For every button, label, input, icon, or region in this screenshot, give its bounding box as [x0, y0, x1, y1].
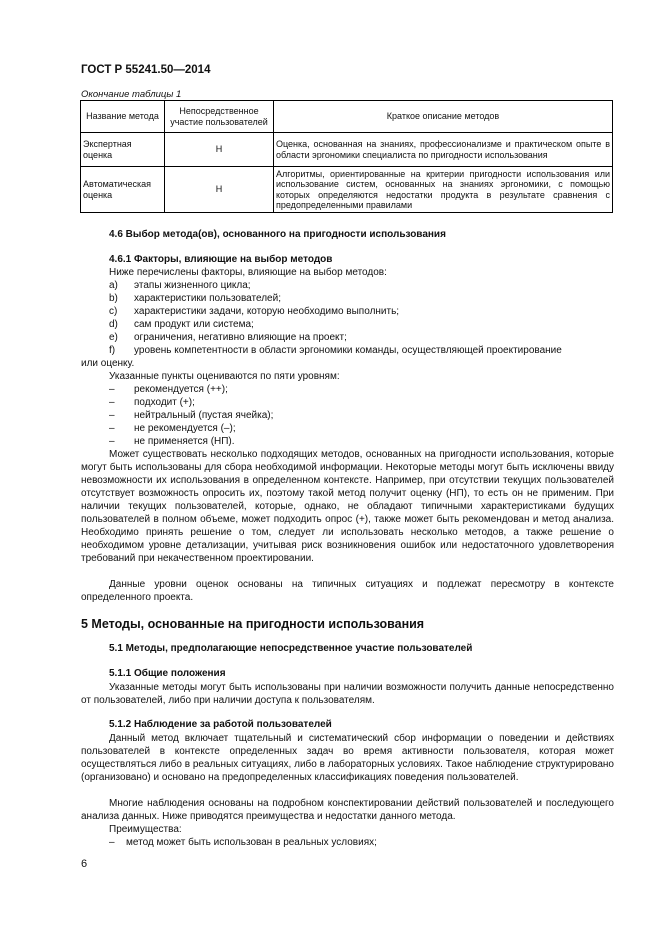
paragraph: Может существовать несколько подходящих методов, основанных на пригодности использования, которые могут быть использованы для сбора необходимой информации. Некоторые методы могут быть исключены ввиду невозможности их использования в определенном контексте. Например, при отсутствии текущих пользователей отсутствует возможность опросить их, поэтому такой метод получит оценку (НП), то есть он не применим. При наличии текущих пользователей, которые, однако, не обладают типичными характеристиками будущих пользователей в полном объеме, может подходить опрос (+), также может быть рекомендован и метод анализа. Необходимо принять решение о том, следует ли использовать несколько методов, а также решение о необходимом уровне детализации, учитывая риск возникновения ошибок или недостаточного удовлетворения требований при некачественном проектировании. [81, 449, 614, 564]
col-user-participation: Непосредственное участие пользователей [165, 101, 274, 133]
method-name-cell: Экспертная оценка [81, 133, 165, 167]
paragraph: Указанные методы могут быть использованы при наличии возможности получить данные непосредственно от пользователей, либо при наличии доступа к пользователям. [81, 682, 614, 706]
list-marker: – [109, 410, 115, 421]
list-marker: b) [109, 293, 118, 304]
description-cell: Алгоритмы, ориентированные на критерии пригодности использования или использование систем, основанных на знаниях эргономики, с помощью которых определяются недостатки продукта в результате сравнения с предопределенными правилами [274, 167, 613, 213]
list-text: не применяется (НП). [134, 436, 235, 447]
table-row [81, 167, 613, 213]
table-header-row [81, 101, 613, 133]
list-text: сам продукт или система; [134, 319, 254, 330]
section-heading-4-6: 4.6 Выбор метода(ов), основанного на пригодности использования [109, 229, 446, 240]
section-heading-5-1-2: 5.1.2 Наблюдение за работой пользователей [109, 719, 332, 730]
page-number: 6 [81, 858, 88, 870]
list-marker: e) [109, 332, 118, 343]
section-heading-4-6-1: 4.6.1 Факторы, влияющие на выбор методов [109, 254, 333, 265]
list-marker: f) [109, 345, 116, 356]
list-marker: a) [109, 280, 118, 291]
list-marker: – [109, 423, 115, 434]
list-text: ограничения, негативно влияющие на проект; [134, 332, 347, 343]
levels-intro: Указанные пункты оцениваются по пяти уровням: [109, 371, 340, 382]
table-caption: Окончание таблицы 1 [81, 89, 182, 100]
factors-intro: Ниже перечислены факторы, влияющие на выбор методов: [109, 267, 387, 278]
advantages-label: Преимущества: [109, 824, 182, 835]
paragraph: Данный метод включает тщательный и систематический сбор информации о поведении и действиях пользователей в контексте определенных задач во время активности пользователя, которая может осуществляться либо в реальных ситуациях, либо в лабораторных условиях. Такое наблюдение структурировано (организовано) и основано на предопределенных классификациях поведения пользователей. [81, 733, 614, 783]
paragraph: Многие наблюдения основаны на подробном конспектировании действий пользователей и последующего анализа данных. Ниже приводятся преимущества и недостатки данного метода. [81, 798, 614, 822]
list-text: характеристики пользователей; [134, 293, 281, 304]
participation-cell: Н [165, 167, 274, 213]
col-method-name: Название метода [81, 101, 165, 133]
list-marker: c) [109, 306, 118, 317]
method-name-cell: Автоматическая оценка [81, 167, 165, 213]
table-row [81, 133, 613, 167]
paragraph: Данные уровни оценок основаны на типичных ситуациях и подлежат пересмотру в контексте определенного проекта. [81, 579, 614, 603]
list-marker: – [109, 384, 115, 395]
methods-table [80, 100, 613, 213]
document-header: ГОСТ Р 55241.50—2014 [81, 64, 211, 76]
col-description: Краткое описание методов [274, 101, 613, 133]
list-text: рекомендуется (++); [134, 384, 228, 395]
list-text: этапы жизненного цикла; [134, 280, 251, 291]
section-heading-5-1: 5.1 Методы, предполагающие непосредственное участие пользователей [109, 643, 473, 654]
description-cell: Оценка, основанная на знаниях, профессионализме и практическом опыте в области эргономики специалиста по пригодности использования [274, 133, 613, 167]
factors-continuation: или оценку. [81, 358, 135, 369]
section-heading-5: 5 Методы, основанные на пригодности использования [81, 617, 425, 631]
list-marker: d) [109, 319, 118, 330]
section-heading-5-1-1: 5.1.1 Общие положения [109, 668, 226, 679]
participation-cell: Н [165, 133, 274, 167]
list-text: метод может быть использован в реальных условиях; [126, 837, 377, 848]
list-text: нейтральный (пустая ячейка); [134, 410, 274, 421]
list-marker: – [109, 436, 115, 447]
list-text: не рекомендуется (–); [134, 423, 236, 434]
list-marker: – [109, 837, 115, 848]
list-text: подходит (+); [134, 397, 195, 408]
list-text: характеристики задачи, которую необходимо выполнить; [134, 306, 400, 317]
list-marker: – [109, 397, 115, 408]
list-text: уровень компетентности в области эргономики команды, осуществляющей проектирование [134, 345, 562, 356]
